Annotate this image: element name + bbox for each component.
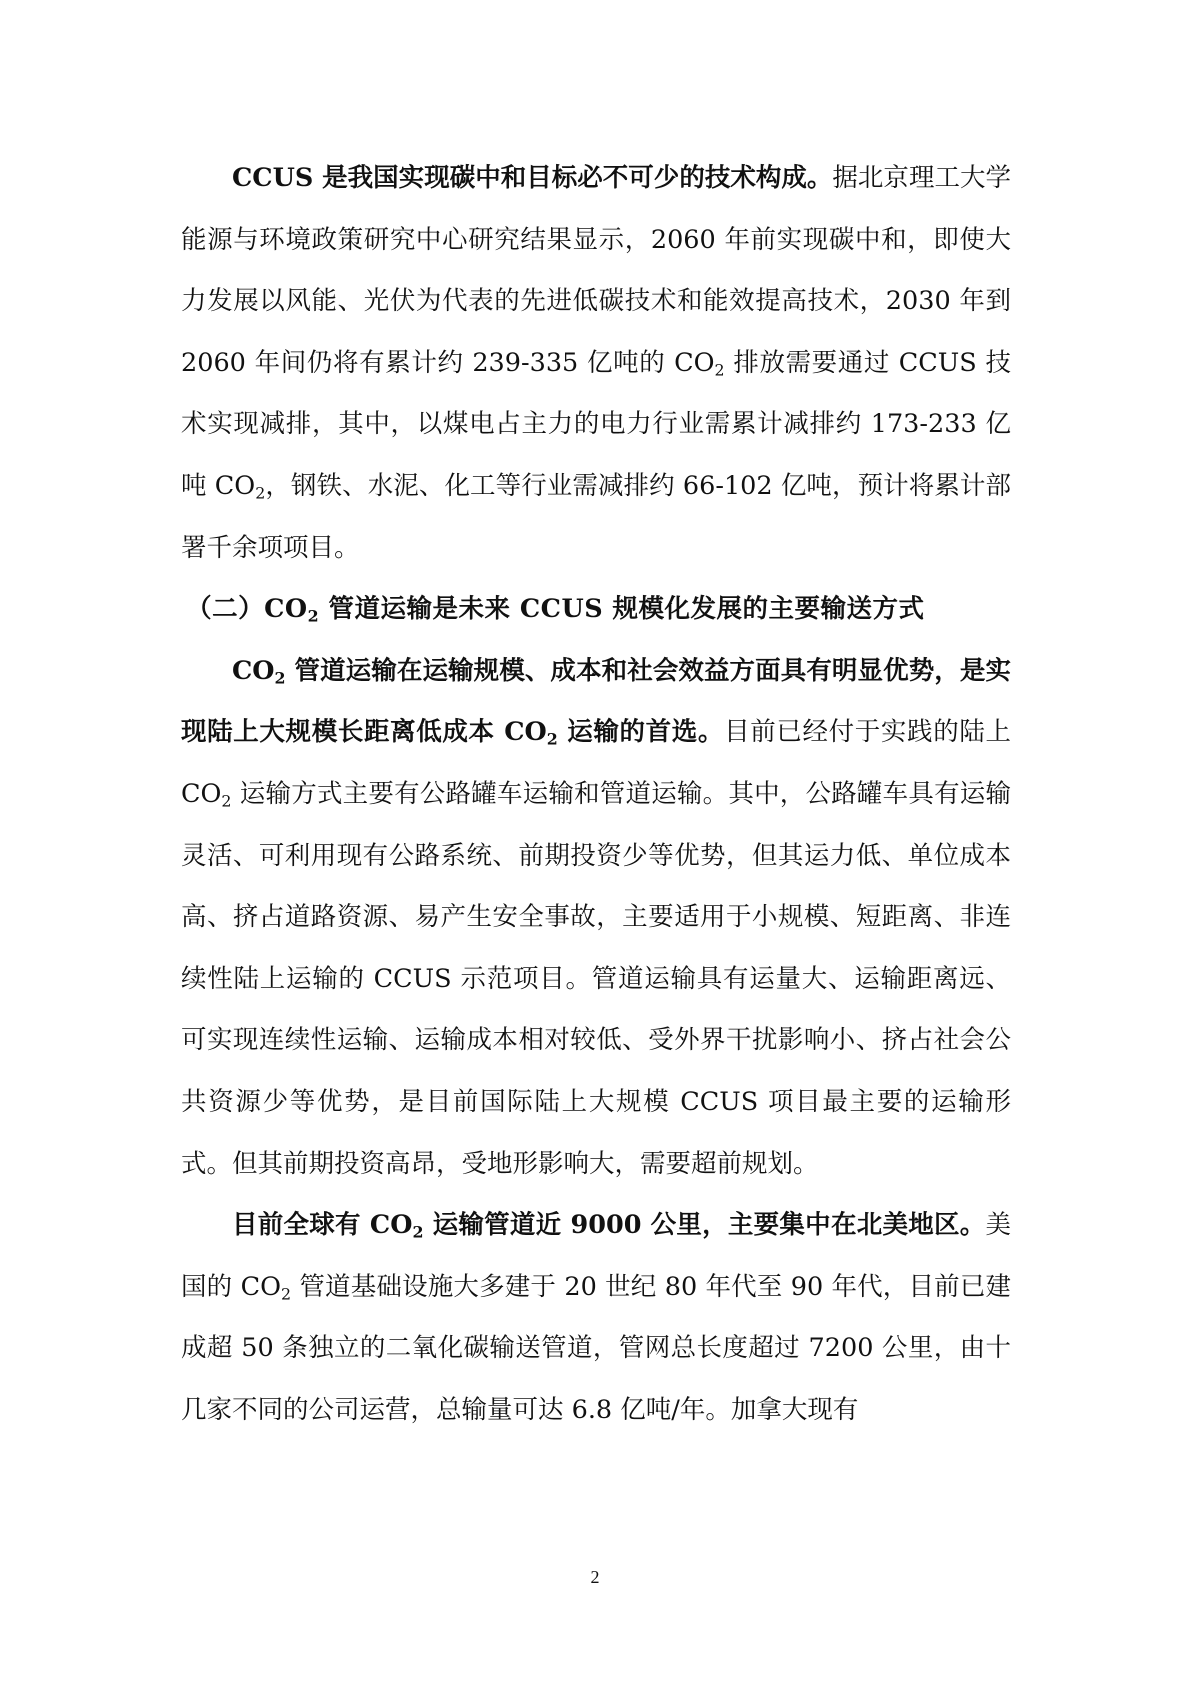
paragraph-text: 管道基础设施大多建于 20 世纪 80 年代至 90 年代，目前已建成超 50 条独立的二氧化碳输送管道，管网总长度超过 7200 公里，由十几家不同的公司运营，总输量可达 6.8 亿吨/年。加拿大现有 [181, 1271, 1011, 1425]
subscript: 2 [714, 360, 725, 380]
subscript: 2 [281, 1284, 292, 1304]
subscript: 2 [255, 483, 266, 503]
paragraph-text: 排放需要通过 CCUS 技术实现减排，其中，以煤电占主力的电力行业需累计减排约 173-233 亿吨 CO [181, 347, 1011, 501]
paragraph-lead-text: CO [232, 655, 275, 686]
paragraph-lead-text: 运输的首选。 [557, 717, 725, 748]
paragraph-lead-text: 目前全球有 CO [232, 1210, 413, 1241]
paragraph-ccus-carbon-neutrality [181, 148, 1011, 579]
subscript: 2 [412, 1222, 424, 1242]
subscript: 2 [307, 606, 320, 626]
paragraph-text: 运输方式主要有公路罐车运输和管道运输。其中，公路罐车具有运输灵活、可利用现有公路系统、前期投资少等优势，但其运力低、单位成本高、挤占道路资源、易产生安全事故，主要适用于小规模、短距离、非连续性陆上运输的 CCUS 示范项目。管道运输具有运量大、运输距离远、可实现连续性运输、运输成本相对较低、受外界干扰影响小、挤占社会公共资源少等优势，是目前国际陆上大规模 CCUS 项目最主要的运输形式。但其前期投资高昂，受地形影响大，需要超前规划。 [181, 778, 1011, 1179]
subscript: 2 [546, 729, 558, 749]
paragraph-lead-text: 管道运输在运输规模、成本和社会效益方面具有明显优势，是实现陆上大规模长距离低成本 CO [181, 655, 1011, 748]
page-number: 2 [590, 1567, 600, 1587]
document-body [181, 148, 1011, 1441]
paragraph-pipeline-advantages [181, 641, 1011, 1195]
paragraph-lead: CCUS 是我国实现碳中和目标必不可少的技术构成。 [232, 163, 833, 193]
paragraph-text: 目前已经付于实践的陆上 CO [181, 717, 1011, 809]
paragraph-text: ，钢铁、水泥、化工等行业需减排约 66-102 亿吨，预计将累计部署千余项项目。 [181, 470, 1011, 563]
paragraph-text: 据北京理工大学能源与环境政策研究中心研究结果显示，2060 年前实现碳中和，即使大力发展以风能、光伏为代表的先进低碳技术和能效提高技术，2030 年到 2060 年间仍将有累计约 239-335 亿吨的 CO [181, 163, 1011, 378]
paragraph-text: 美国的 CO [181, 1210, 1012, 1302]
subscript: 2 [274, 668, 286, 688]
section-heading [181, 579, 1011, 641]
paragraph-lead-text: 运输管道近 9000 公里，主要集中在北美地区。 [423, 1210, 986, 1241]
paragraph-lead [232, 1210, 986, 1240]
subscript: 2 [221, 791, 232, 811]
paragraph-global-pipelines [181, 1195, 1011, 1441]
section-heading-text: 管道运输是未来 CCUS 规模化发展的主要输送方式 [319, 594, 925, 625]
section-heading-text: （二）CO [186, 594, 308, 625]
